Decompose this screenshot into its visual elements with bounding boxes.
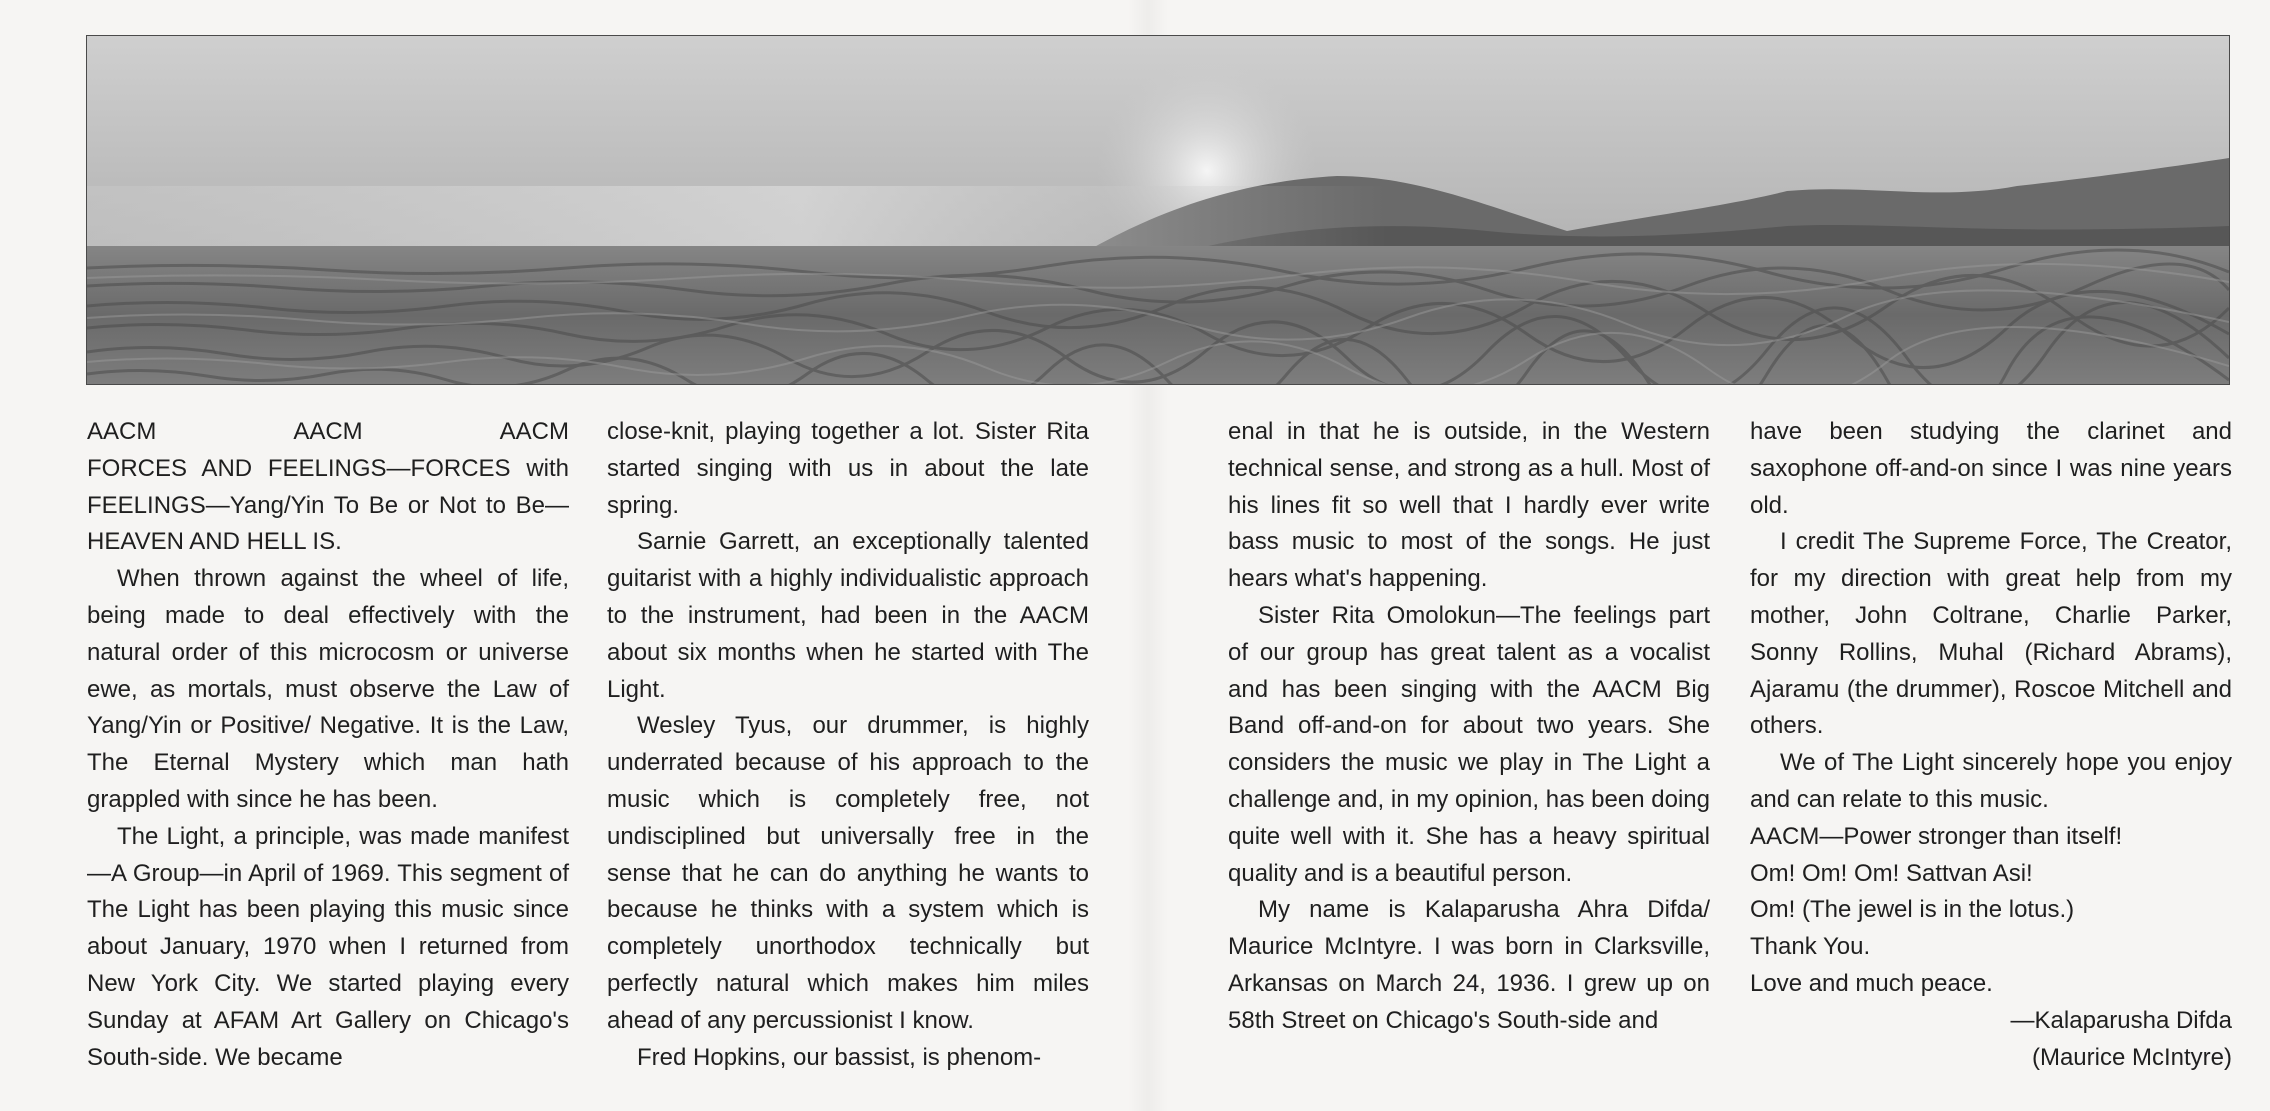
closing-line: Thank You. — [1750, 933, 1871, 961]
aacm-heading: AACM — [499, 418, 569, 445]
landscape-photo-graphic — [87, 36, 2229, 384]
text-column-4 — [1750, 414, 2232, 1076]
forces-and-feelings-paragraph: FORCES AND FEELINGS—FORCES with FEELINGS—Yang/Yin To Be or Not to Be—HEAVEN AND HELL IS. — [87, 454, 569, 556]
my-name-paragraph: My name is Kalaparusha Ahra Difda/ Maurice McIntyre. I was born in Clarksville, Arkansas on March 24, 1936. I grew up on 58th Street on Chicago's South-side and — [1228, 896, 1710, 1034]
signature-subtitle: (Maurice McIntyre) — [2031, 1043, 2232, 1071]
continued-paragraph: have been studying the clarinet and saxophone off-and-on since I was nine years old. — [1750, 418, 2232, 519]
closing-line: AACM—Power stronger than itself! — [1750, 822, 2123, 850]
signature: —Kalaparusha Difda — [2010, 1006, 2232, 1034]
credit-paragraph: I credit The Supreme Force, The Creator, for my direction with great help from my mother, John Coltrane, Charlie Parker, Sonny Rollins, Muhal (Richard Abrams), Ajaramu (the drummer), Roscoe Mitchell and others. — [1750, 528, 2232, 740]
fred-hopkins-paragraph: Fred Hopkins, our bassist, is phenom- — [637, 1043, 1042, 1071]
the-light-paragraph: The Light, a principle, was made manifest—A Group—in April of 1969. This segment of The Light has been playing this music since about January, 1970 when I returned from New York City. We started playing every Sunday at AFAM Art Gallery on Chicago's South-side. We became — [87, 822, 569, 1071]
wheel-of-life-paragraph: When thrown against the wheel of life, being made to deal effectively with the natural order of this microcosm or universe ewe, as mortals, must observe the Law of Yang/Yin or Positive/ Negative. It is the Law, The Eternal Mystery which man hath grappled with since he has been. — [87, 565, 569, 813]
text-column-3 — [1228, 414, 1710, 1040]
closing-line: Om! (The jewel is in the lotus.) — [1750, 896, 2075, 924]
hope-paragraph: We of The Light sincerely hope you enjoy and can relate to this music. — [1750, 749, 2232, 813]
aacm-heading: AACM — [293, 418, 363, 445]
aacm-heading: AACM — [87, 418, 157, 445]
closing-line: Om! Om! Om! Sattvan Asi! — [1750, 859, 2033, 887]
continued-paragraph: enal in that he is outside, in the Western technical sense, and strong as a hull. Most of his lines fit so well that I hardly ever write bass music to most of the songs. He just hears what's happening. — [1228, 418, 1710, 593]
wesley-tyus-paragraph: Wesley Tyus, our drummer, is highly underrated because of his approach to the music which is completely free, not undisciplined but universally free in the sense that he can do anything he wants to because he thinks with a system which is completely unorthodox technically but perfectly natural which makes him miles ahead of any percussionist I know. — [607, 712, 1089, 1034]
closing-line: Love and much peace. — [1750, 969, 1993, 997]
text-column-2 — [607, 414, 1089, 1076]
sister-rita-paragraph: Sister Rita Omolokun—The feelings part of our group has great talent as a vocalist and has been singing with the AACM Big Band off-and-on for about two years. She considers the music we play in The Light a challenge and, in my opinion, has been doing quite well with it. She has a heavy spiritual quality and is a beautiful person. — [1228, 601, 1710, 887]
landscape-photo — [86, 35, 2230, 385]
continued-paragraph: close-knit, playing together a lot. Sister Rita started singing with us in about the late spring. — [607, 418, 1089, 519]
text-column-1 — [87, 414, 569, 1076]
sarnie-garrett-paragraph: Sarnie Garrett, an exceptionally talented guitarist with a highly individualistic approach to the instrument, had been in the AACM about six months when he started with The Light. — [607, 528, 1089, 703]
aacm-heading-row — [87, 414, 569, 451]
